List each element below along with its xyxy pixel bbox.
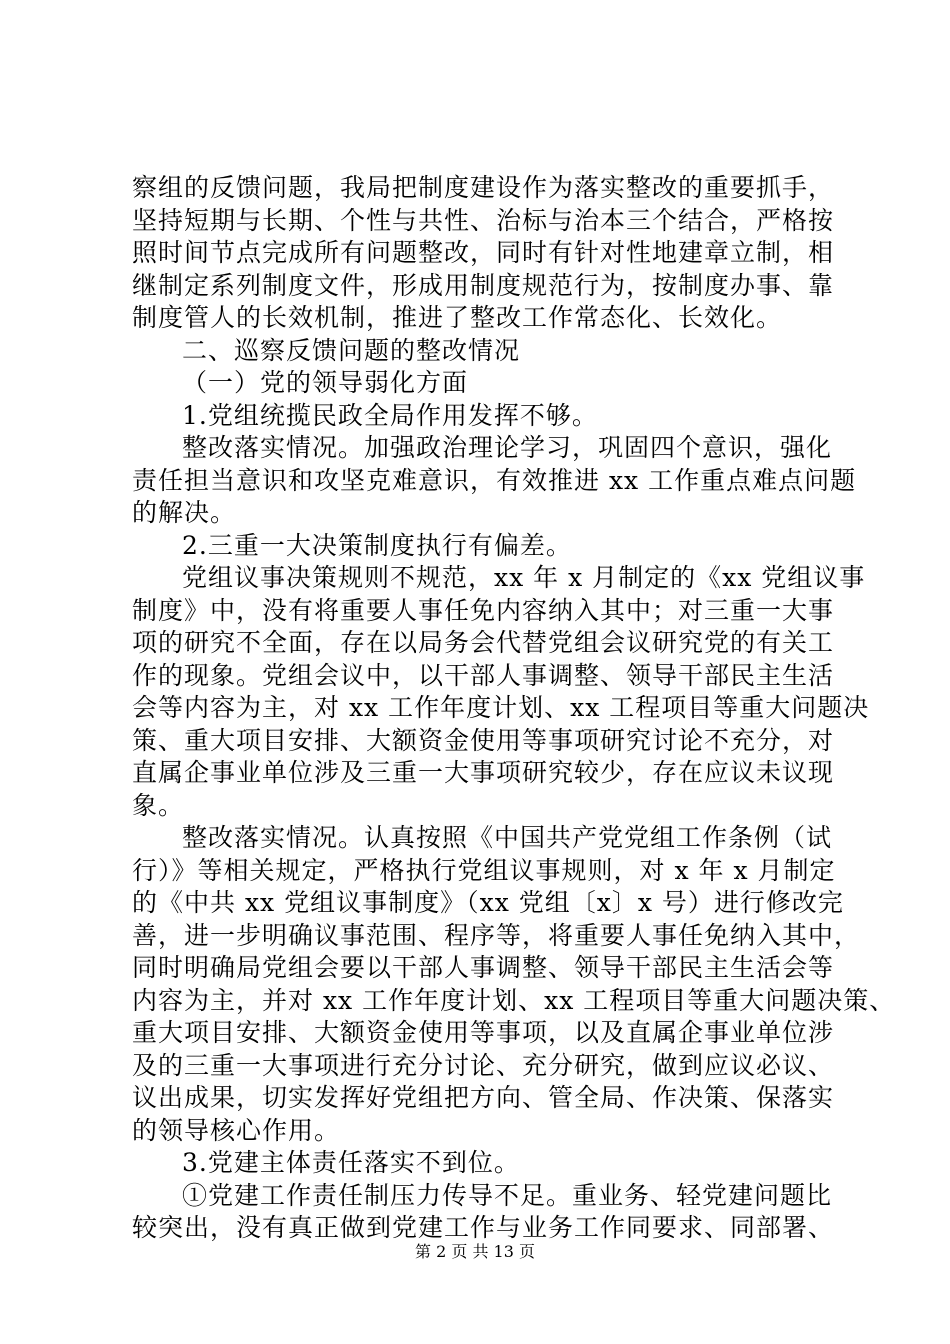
text-line: ①党建工作责任制压力传导不足。重业务、轻党建问题比	[182, 1180, 833, 1210]
text-line: 善，进一步明确议事范围、程序等，将重要人事任免纳入其中，	[132, 920, 861, 950]
text-line: 察组的反馈问题，我局把制度建设作为落实整改的重要抓手，	[132, 173, 835, 202]
text-line: 行）》等相关规定，严格执行党组议事规则，对 x 年 x 月制定	[132, 855, 836, 885]
text-line: 制度管人的长效机制，推进了整改工作常态化、长效化。	[132, 303, 783, 332]
text-line: 会等内容为主，对 xx 工作年度计划、xx 工程项目等重大问题决	[132, 693, 870, 722]
text-line: 项的研究不全面，存在以局务会代替党组会议研究党的有关工	[132, 628, 835, 657]
text-line: 的解决。	[132, 498, 237, 527]
text-line: 制度》中，没有将重要人事任免内容纳入其中；对三重一大事	[132, 595, 835, 625]
text-line: 党组议事决策规则不规范，xx 年 x 月制定的《xx 党组议事	[182, 563, 866, 592]
text-line: 二、巡察反馈问题的整改情况	[182, 335, 521, 365]
document-body	[132, 172, 896, 1245]
text-line: 象。	[132, 790, 185, 820]
text-line: 2.三重一大决策制度执行有偏差。	[182, 530, 572, 560]
text-line: （一）党的领导弱化方面	[182, 368, 469, 397]
text-line: 责任担当意识和攻坚克难意识，有效推进 xx 工作重点难点问题	[132, 465, 857, 495]
text-line: 整改落实情况。加强政治理论学习，巩固四个意识，强化	[182, 433, 833, 462]
text-line: 较突出，没有真正做到党建工作与业务工作同要求、同部署、	[132, 1213, 835, 1242]
text-line: 的《中共 xx 党组议事制度》（xx 党组〔x〕x 号）进行修改完	[132, 888, 844, 917]
text-line: 的领导核心作用。	[132, 1115, 341, 1145]
page-footer: 第 2 页 共 13 页	[415, 1242, 535, 1261]
text-line: 策、重大项目安排、大额资金使用等事项研究讨论不充分，对	[132, 725, 835, 755]
text-line: 1.党组统揽民政全局作用发挥不够。	[182, 400, 598, 430]
text-line: 3.党建主体责任落实不到位。	[182, 1148, 520, 1177]
text-line: 作的现象。党组会议中，以干部人事调整、领导干部民主生活	[132, 660, 835, 690]
text-line: 直属企事业单位涉及三重一大事项研究较少，存在应议未议现	[132, 758, 835, 787]
text-line: 继制定系列制度文件，形成用制度规范行为，按制度办事、靠	[132, 270, 835, 300]
text-line: 内容为主，并对 xx 工作年度计划、xx 工程项目等重大问题决策、	[132, 985, 896, 1015]
text-line: 同时明确局党组会要以干部人事调整、领导干部民主生活会等	[132, 953, 835, 982]
text-line: 坚持短期与长期、个性与共性、治标与治本三个结合，严格按	[132, 205, 835, 235]
text-line: 议出成果，切实发挥好党组把方向、管全局、作决策、保落实	[132, 1083, 835, 1112]
text-line: 照时间节点完成所有问题整改，同时有针对性地建章立制，相	[132, 238, 835, 267]
text-line: 及的三重一大事项进行充分讨论、充分研究，做到应议必议、	[132, 1050, 835, 1080]
text-line: 整改落实情况。认真按照《中国共产党党组工作条例（试	[182, 823, 833, 852]
text-line: 重大项目安排、大额资金使用等事项，以及直属企事业单位涉	[132, 1018, 835, 1047]
